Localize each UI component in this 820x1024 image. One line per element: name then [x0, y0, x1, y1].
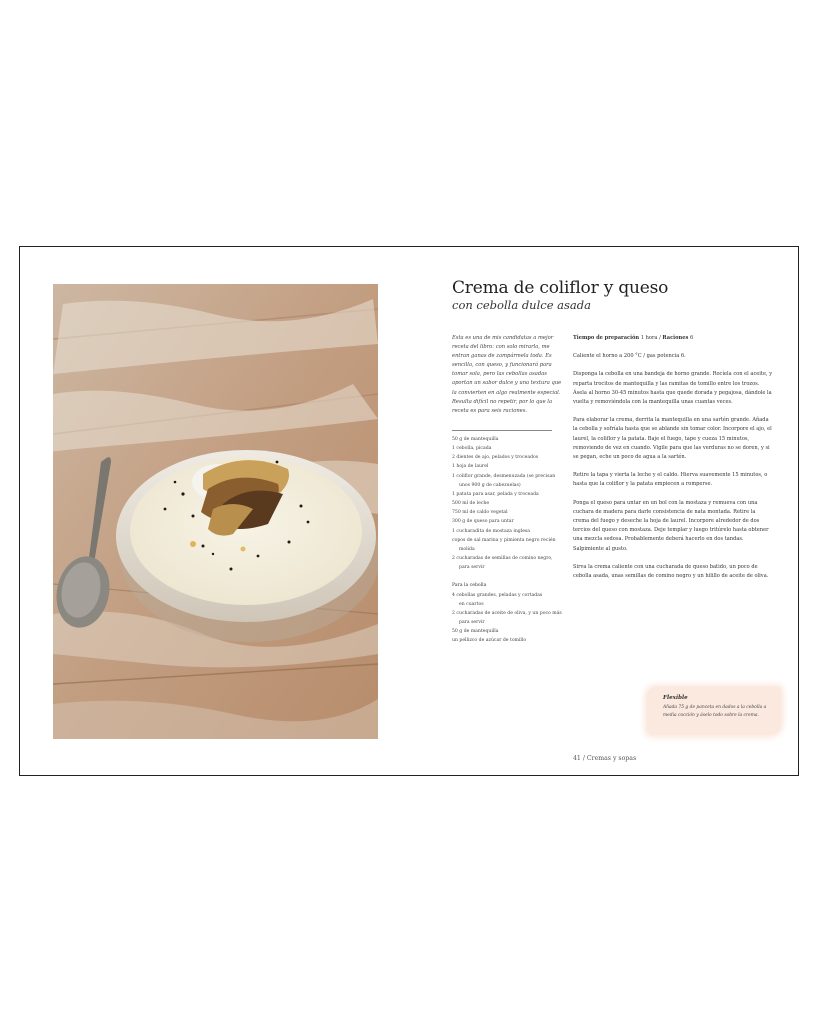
- ingredient: 2 dientes de ajo, pelados y troceados: [452, 455, 539, 461]
- ingredient: para servir: [459, 565, 485, 571]
- method-column: [573, 334, 773, 590]
- ingredient: molida: [459, 546, 475, 552]
- onion-heading: Para la cebolla: [452, 583, 487, 589]
- note-title: Flexible: [663, 695, 688, 701]
- ingredient: 1 cebolla, picada: [452, 446, 492, 452]
- method-step: Ponga el queso para untar en un bol con la mostaza y remueva con una cuchara de madera para darle consistencia de nata montada. Retire la crema del fuego y deseche la hoja de laurel. Incorpore alrededor de dos tercios del queso con mostaza. Deje templar y luego tritúrelo hasta obtener una mezcla sedosa. Probablemente deberá hacerlo en dos tandas. Salpimiente al gusto.: [573, 499, 769, 552]
- divider: [452, 430, 552, 431]
- soup-photo: [53, 284, 378, 739]
- ingredient: 1 hoja de laurel: [452, 464, 489, 470]
- ingredient: 1 patata para asar, pelada y troceada: [452, 491, 539, 497]
- note-text: Añada 75 g de panceta en dados a la cebolla a media cocción y áselo todo sobre la crema.: [663, 705, 767, 718]
- prep-value: 1 hora: [640, 335, 658, 341]
- ingredient: unos 900 g de cabezuelas): [459, 482, 521, 488]
- ingredient: 4 cebollas grandes, peladas y cortadas: [452, 592, 543, 598]
- ingredient-list: [452, 435, 567, 645]
- recipe-intro: Esta es una de mis candidatas a mejor receta del libro: con solo mirarla, me entran ganas de zampármela toda. Es sencilla, con queso, y funcionará para tomar sola, pero las cebollas asadas aportan un sabor dulce y una textura que la convierten en algo realmente especial. Resulta difícil no repetir, por lo que la receta es para seis raciones.: [452, 335, 562, 414]
- flexible-note: [647, 687, 781, 735]
- ingredient: copos de sal marina y pimienta negro recién: [452, 537, 556, 543]
- ingredient: 500 ml de leche: [452, 501, 490, 507]
- page-footer: 41 / Cremas y sopas: [573, 755, 637, 762]
- recipe-title: Crema de coliflor y queso: [452, 278, 669, 298]
- ingredient: 1 cucharadita de mostaza inglesa: [452, 528, 531, 534]
- ingredient: en cuartos: [459, 601, 484, 607]
- method-step: Caliente el horno a 200 °C / gas potencia 6.: [573, 353, 686, 360]
- servings-label: Raciones: [662, 335, 689, 341]
- recipe-subtitle: con cebolla dulce asada: [452, 298, 592, 312]
- ingredient: 1 coliflor grande, desmenuzada (se precisan: [452, 473, 556, 479]
- ingredient: 50 g de mantequilla: [452, 629, 499, 635]
- method-step: Retire la tapa y vierta la leche y el caldo. Hierva suavemente 15 minutos, o hasta que la coliflor y la patata empiecen a romperse.: [573, 472, 768, 488]
- ingredient: un pellizco de azúcar de tomillo: [452, 638, 527, 644]
- prep-info: Tiempo de preparación 1 hora / Raciones 6: [573, 335, 694, 341]
- method-step: Para elaborar la crema, derrita la mantequilla en una sartén grande. Añada la cebolla y sofríala hasta que se ablande sin tomar color. Incorpore el ajo, el laurel, la coliflor y la patata. Baje el fuego, tape y cueza 15 minutos, removiendo de vez en cuando. Vigile para que las verduras no se doren, y si se pegan, eche un poco de agua a la sartén.: [573, 417, 772, 461]
- ingredient: 2 cucharadas de aceite de oliva, y un poco más: [452, 610, 562, 616]
- prep-label: Tiempo de preparación: [573, 335, 640, 341]
- method-step: Sirva la crema caliente con una cucharada de queso batido, un poco de cebolla asada, unas semillas de comino negro y un hilillo de aceite de oliva.: [573, 563, 769, 580]
- ingredient: 2 cucharadas de semillas de comino negro,: [452, 556, 553, 562]
- book-spread: [19, 246, 799, 776]
- ingredient: 50 g de mantequilla: [452, 437, 499, 442]
- ingredient: 750 ml de caldo vegetal: [452, 510, 508, 516]
- ingredient: 300 g de queso para untar: [452, 519, 514, 525]
- servings-value: 6: [689, 335, 694, 341]
- ingredient: para servir: [459, 619, 485, 625]
- method-step: Disponga la cebolla en una bandeja de horno grande. Rocíela con el aceite, y reparta trocitos de mantequilla y las ramitas de tomillo entre los trozos. Ásela al horno 30-45 minutos hasta que quede dorada y pegajosa, dándole la vuelta y removiéndola con la mantequilla unas cuantas veces.: [573, 371, 773, 406]
